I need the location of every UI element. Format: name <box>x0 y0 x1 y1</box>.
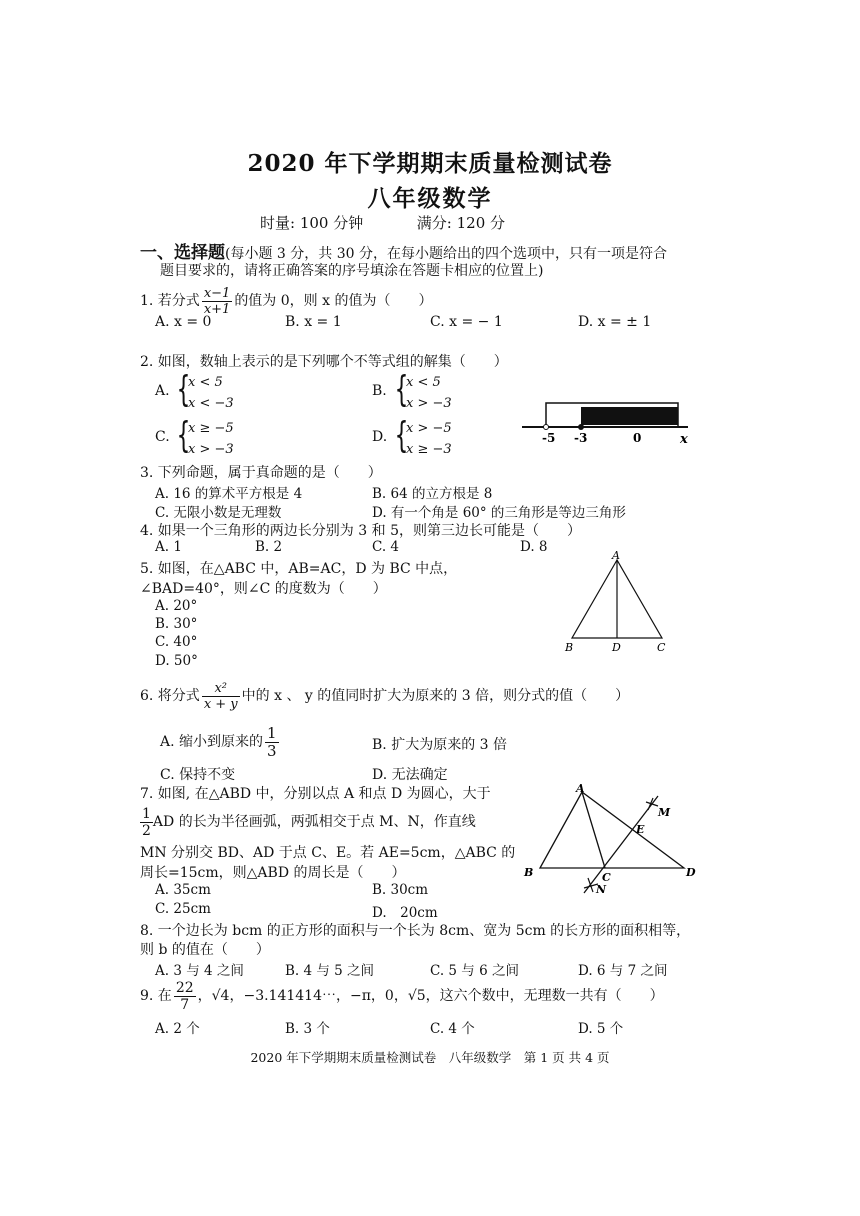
section-instruction-2: 题目要求的，请将正确答案的序号填涂在答题卡相应的位置上) <box>160 263 544 279</box>
q1-suffix: 的值为 0，则 x 的值为（ ） <box>234 293 433 309</box>
tick-minus5: -5 <box>542 431 556 445</box>
q7-option-c: C. 25cm <box>155 901 211 917</box>
q9-option-a: A. 2 个 <box>155 1021 200 1037</box>
q3-option-a: A. 16 的算术平方根是 4 <box>155 486 303 502</box>
question-5-line1: 5. 如图，在△ABC 中，AB=AC，D 为 BC 中点， <box>140 561 458 577</box>
score-label: 满分: 120 分 <box>416 214 506 232</box>
number-line-figure <box>518 396 698 450</box>
label-c: C <box>657 641 666 654</box>
section-instruction-1: (每小题 3 分，共 30 分，在每小题给出的四个选项中，只有一项是符合 <box>225 246 667 262</box>
q3-option-b: B. 64 的立方根是 8 <box>372 486 493 502</box>
label-m: M <box>658 806 671 819</box>
page-footer: 2020 年下学期期末质量检测试卷 八年级数学 第 1 页 共 4 页 <box>250 1050 610 1065</box>
q2-option-b-brace: { <box>394 369 409 410</box>
q6-option-b: B. 扩大为原来的 3 倍 <box>372 737 507 753</box>
q8-option-c: C. 5 与 6 之间 <box>430 963 519 979</box>
q6-fraction: $\frac{\text{x²}}{x + y}$ <box>203 680 238 712</box>
segment-ac <box>582 792 605 868</box>
label-b: B <box>565 641 574 654</box>
q6-option-d: D. 无法确定 <box>372 767 448 783</box>
exam-title: 2020 年下学期期末质量检测试卷 <box>247 150 613 177</box>
triangle-abd-figure <box>522 780 702 900</box>
q6-option-c: C. 保持不变 <box>160 767 236 783</box>
label-c: C <box>602 871 611 884</box>
question-5-line2: ∠BAD=40°，则∠C 的度数为（ ） <box>140 581 387 597</box>
question-7-line4: 周长=15cm，则△ABD 的周长是（ ） <box>140 865 406 881</box>
q1-option-d: D. x = ± 1 <box>578 314 652 330</box>
q7-option-b: B. 30cm <box>372 882 429 898</box>
q5-option-b: B. 30° <box>155 616 198 632</box>
q7-option-d: D. 20cm <box>372 905 438 921</box>
label-n: N <box>596 883 607 896</box>
q3-option-d: D. 有一个角是 60° 的三角形是等边三角形 <box>372 505 626 521</box>
q7-fraction: $\frac{1}{2}$ <box>142 805 151 839</box>
q1-option-a: A. x = 0 <box>155 314 212 330</box>
q6-suffix: 中的 x 、 y 的值同时扩大为原来的 3 倍，则分式的值（ ） <box>241 688 630 704</box>
arc-mark-m <box>646 798 658 810</box>
q4-option-c: C. 4 <box>372 539 400 555</box>
q2-option-d-brace: { <box>394 415 409 456</box>
q5-option-d: D. 50° <box>155 653 198 669</box>
q1-prefix: 1. 若分式 <box>140 293 200 309</box>
q6-optA-fraction: $\frac{1}{3}$ <box>267 723 277 760</box>
question-3: 3. 下列命题，属于真命题的是（ ） <box>140 465 382 481</box>
question-9: 9. 在 $\frac{22}{7}$ ，√4，−3.141414⋯，−π，0，√5，这六个数中，无理数一共有（ ） <box>140 979 664 1013</box>
q2-option-b-label: B. <box>372 383 387 399</box>
question-2: 2. 如图，数轴上表示的是下列哪个不等式组的解集（ ） <box>140 354 508 370</box>
q2-option-a-brace: { <box>176 369 191 410</box>
q2-option-c-label: C. <box>155 429 170 445</box>
point-minus3 <box>578 424 584 430</box>
question-6 <box>140 676 629 716</box>
q2-option-b-system: x < 5 x > −3 <box>406 375 452 411</box>
q9-option-b: B. 3 个 <box>285 1021 330 1037</box>
q5-option-a: A. 20° <box>155 598 198 614</box>
q7-option-a: A. 35cm <box>155 882 211 898</box>
q9-option-d: D. 5 个 <box>578 1021 624 1037</box>
question-8-line2: 则 b 的值在（ ） <box>140 942 270 958</box>
question-7-line1: 7. 如图, 在△ABD 中，分别以点 A 和点 D 为圆心，大于 <box>140 786 491 802</box>
q4-option-b: B. 2 <box>255 539 283 555</box>
q2-option-a-label: A. <box>155 383 170 399</box>
point-minus5 <box>544 425 549 430</box>
q8-option-a: A. 3 与 4 之间 <box>155 963 244 979</box>
q2-option-d-label: D. <box>372 429 388 445</box>
q9-fraction: $\frac{22}{7}$ <box>175 979 194 1013</box>
q4-option-a: A. 1 <box>155 539 182 555</box>
axis-x-label: x <box>680 432 688 447</box>
label-e: E <box>636 823 645 836</box>
q1-fraction: $\frac{x-1}{x+1}$ <box>203 285 231 317</box>
q6-option-a: A. 缩小到原来的 $\frac{1}{3}$ <box>160 723 277 760</box>
q5-option-c: C. 40° <box>155 634 198 650</box>
label-a: A <box>612 549 620 562</box>
q6-prefix: 6. 将分式 <box>140 688 200 704</box>
label-a: A <box>576 782 585 795</box>
q2-option-a-system: x < 5 x < −3 <box>188 375 234 411</box>
triangle-abc-figure <box>560 548 680 658</box>
question-4: 4. 如果一个三角形的两边长分别为 3 和 5，则第三边长可能是（ ） <box>140 523 581 539</box>
q2-option-d-system: x > −5 x ≥ −3 <box>406 421 452 457</box>
tick-zero: 0 <box>633 431 642 445</box>
section-title: 一、选择题 <box>140 243 225 263</box>
exam-subtitle: 八年级数学 <box>367 185 493 212</box>
label-b: B <box>524 866 534 879</box>
q8-option-d: D. 6 与 7 之间 <box>578 963 668 979</box>
tick-minus3: -3 <box>574 431 588 445</box>
label-d: D <box>612 641 621 654</box>
exam-meta <box>260 212 505 233</box>
q1-option-c: C. x = − 1 <box>430 314 503 330</box>
question-7-line3: MN 分别交 BD、AD 于点 C、E。若 AE=5cm，△ABC 的 <box>140 845 516 861</box>
label-d: D <box>686 866 696 879</box>
q8-option-b: B. 4 与 5 之间 <box>285 963 375 979</box>
q3-option-c: C. 无限小数是无理数 <box>155 505 282 521</box>
question-7-line2: $\frac{1}{2}$ AD 的长为半径画弧，两弧相交于点 M、N，作直线 <box>142 805 476 839</box>
q9-option-c: C. 4 个 <box>430 1021 475 1037</box>
q1-option-b: B. x = 1 <box>285 314 342 330</box>
q2-option-c-system: x ≥ −5 x > −3 <box>188 421 234 457</box>
q4-option-d: D. 8 <box>520 539 548 555</box>
q2-option-c-brace: { <box>176 415 191 456</box>
question-8-line1: 8. 一个边长为 bcm 的正方形的面积与一个长为 8cm、宽为 5cm 的长方形的面积相等， <box>140 923 691 939</box>
line-mn <box>584 796 658 893</box>
time-label: 时量: 100 分钟 <box>260 214 364 232</box>
solution-shading <box>581 407 678 425</box>
